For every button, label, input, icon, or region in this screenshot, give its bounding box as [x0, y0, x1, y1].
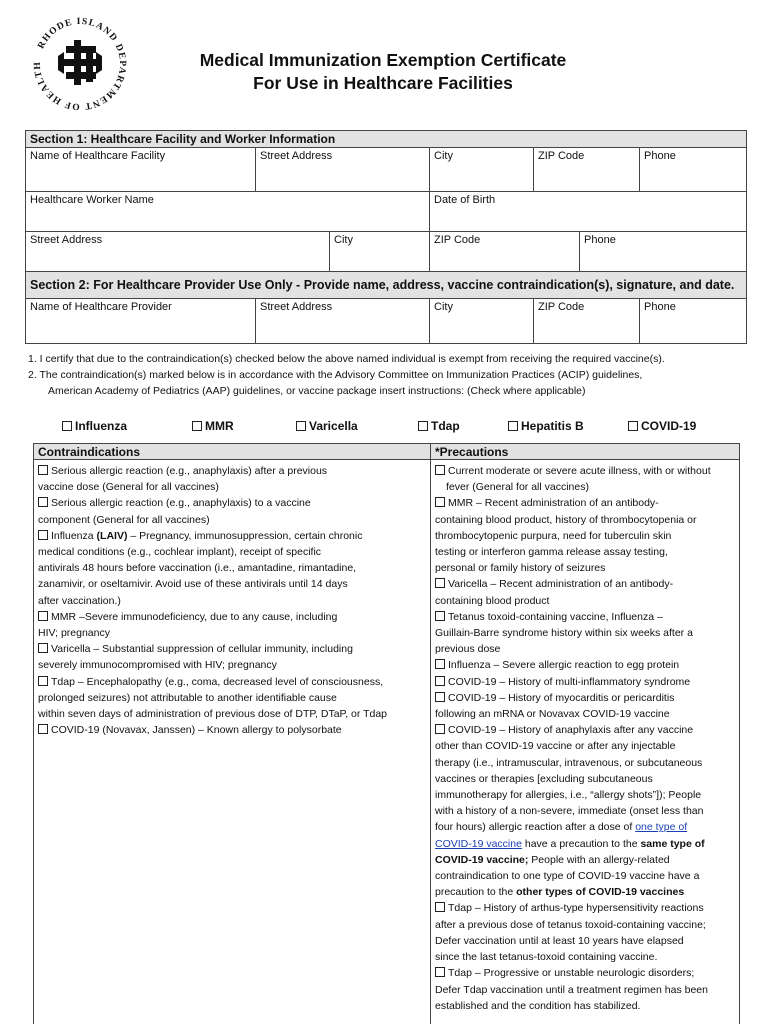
certify-line-3: American Academy of Pediatrics (AAP) guidelines, or vaccine package insert instructions: (Check where applicable) — [48, 385, 586, 397]
precautions-heading: *Precautions — [431, 444, 739, 460]
section-2-heading: Section 2: For Healthcare Provider Use Only - Provide name, address, vaccine contraindication(s), signature, and date. — [26, 272, 746, 299]
checkbox[interactable] — [435, 692, 445, 702]
vaccine-label: Varicella — [309, 419, 358, 433]
checkbox[interactable] — [435, 967, 445, 977]
contraindication-item[interactable]: Varicella – Substantial suppression of cellular immunity, including — [38, 641, 428, 657]
precaution-item[interactable]: Tdap – Progressive or unstable neurologic disorders; — [435, 965, 739, 981]
section-1-heading: Section 1: Healthcare Facility and Worker Information — [26, 131, 746, 148]
certification-text — [28, 351, 744, 399]
contraindications-list — [38, 463, 428, 738]
contraindication-item[interactable]: Serious allergic reaction (e.g., anaphylaxis) to a vaccine — [38, 495, 428, 511]
worker-phone-field[interactable]: Phone — [584, 234, 616, 246]
facility-phone-field[interactable]: Phone — [644, 150, 676, 162]
item-text: Guillain-Barre syndrome history within six weeks after a — [435, 627, 693, 640]
item-text: fever (General for all vaccines) — [446, 481, 589, 494]
vaccine-label: COVID-19 — [641, 419, 697, 433]
checkbox[interactable] — [435, 676, 445, 686]
covid-vaccine-type-link[interactable]: one type of — [635, 821, 688, 834]
item-text: after a previous dose of tetanus toxoid-containing vaccine; — [435, 918, 706, 931]
item-text: Defer Tdap vaccination until a treatment regimen has been — [435, 983, 708, 996]
item-text: therapy (i.e., intramuscular, intravenous, or subcutaneous — [435, 756, 703, 769]
checkbox[interactable] — [435, 902, 445, 912]
vaccine-option-hepatitis-b[interactable] — [508, 419, 584, 433]
checkbox[interactable] — [435, 578, 445, 588]
contraindication-item[interactable]: COVID-19 (Novavax, Janssen) – Known allergy to polysorbate — [38, 722, 428, 738]
checkbox[interactable] — [38, 530, 48, 540]
item-text: HIV; pregnancy — [38, 627, 110, 640]
worker-zip-field[interactable]: ZIP Code — [430, 232, 580, 271]
facility-name-field[interactable]: Name of Healthcare Facility — [26, 148, 256, 191]
facility-street-field[interactable]: Street Address — [256, 148, 430, 191]
checkbox[interactable] — [38, 497, 48, 507]
checkbox[interactable] — [435, 611, 445, 621]
item-text: medical conditions (e.g., cochlear implant), receipt of specific — [38, 546, 322, 559]
item-text: vaccines or therapies [excluding subcutaneous — [435, 772, 653, 785]
provider-phone-field[interactable]: Phone — [644, 301, 676, 313]
item-text: within seven days of administration of previous dose of DTP, DTaP, or Tdap — [38, 708, 388, 721]
item-text: containing blood product — [435, 594, 550, 607]
vaccine-option-covid-19[interactable] — [628, 419, 696, 433]
vaccine-label: Influenza — [75, 419, 128, 433]
checkbox[interactable] — [38, 724, 48, 734]
checkbox[interactable] — [38, 611, 48, 621]
item-text: severely immunocompromised with HIV; pregnancy — [38, 659, 277, 672]
item-text: testing or interferon gamma release assay testing, — [435, 546, 668, 559]
facility-city-field[interactable]: City — [430, 148, 534, 191]
checkbox[interactable] — [38, 676, 48, 686]
item-text: antivirals 48 hours before vaccination (i.e., amantadine, rimantadine, — [38, 562, 357, 575]
item-text: prolonged seizures) not attributable to another identifiable cause — [38, 691, 337, 704]
item-text: four hours) allergic reaction after a dose of one type of — [435, 821, 688, 834]
contraindications-heading: Contraindications — [34, 444, 430, 460]
item-text: since the last tetanus-toxoid containing vaccine. — [435, 951, 658, 964]
precaution-item[interactable]: Tdap – History of arthus-type hypersensitivity reactions — [435, 900, 739, 916]
contraindication-item[interactable]: Tdap – Encephalopathy (e.g., coma, decreased level of consciousness, — [38, 674, 428, 690]
worker-city-field[interactable]: City — [330, 232, 430, 271]
vaccine-option-tdap[interactable] — [418, 419, 460, 433]
checkbox[interactable] — [418, 421, 428, 431]
title-line-1: Medical Immunization Exemption Certificate — [199, 50, 567, 70]
vaccine-label: Tdap — [431, 419, 460, 433]
worker-dob-field[interactable]: Date of Birth — [434, 194, 496, 206]
checkbox[interactable] — [435, 724, 445, 734]
title-line-2: For Use in Healthcare Facilities — [253, 73, 513, 93]
vaccine-option-varicella[interactable] — [296, 419, 358, 433]
contraindication-item[interactable]: Influenza (LAIV) – Pregnancy, immunosuppression, certain chronic — [38, 528, 428, 544]
provider-city-field[interactable]: City — [430, 299, 534, 343]
item-text: thrombocytopenic purpura, need for tuberculin skin — [435, 529, 672, 542]
item-text: after vaccination.) — [38, 594, 121, 607]
precaution-item[interactable]: Current moderate or severe acute illness, with or without — [435, 463, 739, 479]
section-1 — [25, 130, 747, 272]
provider-zip-field[interactable]: ZIP Code — [534, 299, 640, 343]
provider-name-field[interactable]: Name of Healthcare Provider — [26, 299, 256, 343]
contraindications-precautions-table — [33, 443, 740, 1024]
item-text: personal or family history of seizures — [435, 562, 606, 575]
checkbox[interactable] — [38, 643, 48, 653]
item-text: component (General for all vaccines) — [38, 513, 210, 526]
svg-text:RHODE ISLAND DEPARTMENT OF HE: RHODE ISLAND DEPARTMENT OF HEALTH — [32, 16, 128, 112]
precaution-item[interactable]: MMR – Recent administration of an antibody- — [435, 495, 739, 511]
page-title — [150, 49, 616, 95]
precaution-item[interactable]: Tetanus toxoid-containing vaccine, Influenza – — [435, 609, 739, 625]
item-text: COVID-19 vaccine; People with an allergy-related — [435, 853, 670, 866]
precautions-list — [435, 463, 739, 1014]
worker-street-field[interactable]: Street Address — [26, 232, 330, 271]
item-text: other than COVID-19 vaccine or after any injectable — [435, 740, 676, 753]
worker-name-field[interactable]: Healthcare Worker Name — [26, 192, 430, 231]
item-text: with a history of a non-severe, immediate (onset less than — [435, 805, 704, 818]
contraindication-item[interactable]: MMR –Severe immunodeficiency, due to any cause, including — [38, 609, 428, 625]
certify-line-1: 1. I certify that due to the contraindication(s) checked below the above named individual is exempt from receiving the required vaccine(s). — [28, 353, 665, 365]
column-divider — [430, 444, 431, 1024]
vaccine-option-influenza[interactable] — [62, 419, 127, 433]
checkbox[interactable] — [38, 465, 48, 475]
item-text: vaccine dose (General for all vaccines) — [38, 481, 219, 494]
item-text: previous dose — [435, 643, 501, 656]
contraindication-item[interactable]: Serious allergic reaction (e.g., anaphylaxis) after a previous — [38, 463, 428, 479]
vaccine-label: MMR — [205, 419, 234, 433]
precaution-item[interactable]: COVID-19 – History of myocarditis or pericarditis — [435, 690, 739, 706]
item-text: zanamivir, or oseltamivir. Avoid use of these antivirals until 14 days — [38, 578, 348, 591]
item-text: COVID-19 vaccine have a precaution to the same type of — [435, 837, 705, 850]
item-text: contraindication to one type of COVID-19 vaccine have a — [435, 870, 700, 883]
checkbox[interactable] — [435, 497, 445, 507]
certify-line-2: 2. The contraindication(s) marked below is in accordance with the Advisory Committee on Immunization Practices (ACIP) guidelines, — [28, 369, 643, 381]
item-text: precaution to the other types of COVID-19 vaccines — [435, 886, 685, 899]
item-text: immunotherapy for allergies, i.e., “allergy shots”]); People — [435, 789, 702, 802]
checkbox[interactable] — [296, 421, 306, 431]
checkbox[interactable] — [508, 421, 518, 431]
provider-street-field[interactable]: Street Address — [256, 299, 430, 343]
vaccine-label: Hepatitis B — [521, 419, 584, 433]
item-text: Defer vaccination until at least 10 years have elapsed — [435, 934, 684, 947]
checkbox[interactable] — [192, 421, 202, 431]
checkbox[interactable] — [435, 465, 445, 475]
precaution-item[interactable]: Influenza – Severe allergic reaction to egg protein — [435, 657, 739, 673]
checkbox[interactable] — [435, 659, 445, 669]
precaution-item[interactable]: COVID-19 – History of anaphylaxis after any vaccine — [435, 722, 739, 738]
checkbox[interactable] — [628, 421, 638, 431]
facility-zip-field[interactable]: ZIP Code — [534, 148, 640, 191]
precaution-item[interactable]: Varicella – Recent administration of an antibody- — [435, 576, 739, 592]
covid-vaccine-type-link-cont[interactable]: COVID-19 vaccine — [435, 837, 522, 850]
item-text: containing blood product, history of thrombocytopenia or — [435, 513, 697, 526]
item-text: following an mRNA or Novavax COVID-19 vaccine — [435, 708, 670, 721]
item-text: established and the condition has stabilized. — [435, 999, 641, 1012]
precaution-item[interactable]: COVID-19 – History of multi-inflammatory syndrome — [435, 674, 739, 690]
section-2 — [25, 271, 747, 344]
vaccine-option-mmr[interactable] — [192, 419, 234, 433]
checkbox[interactable] — [62, 421, 72, 431]
ri-department-of-health-seal — [28, 12, 132, 116]
